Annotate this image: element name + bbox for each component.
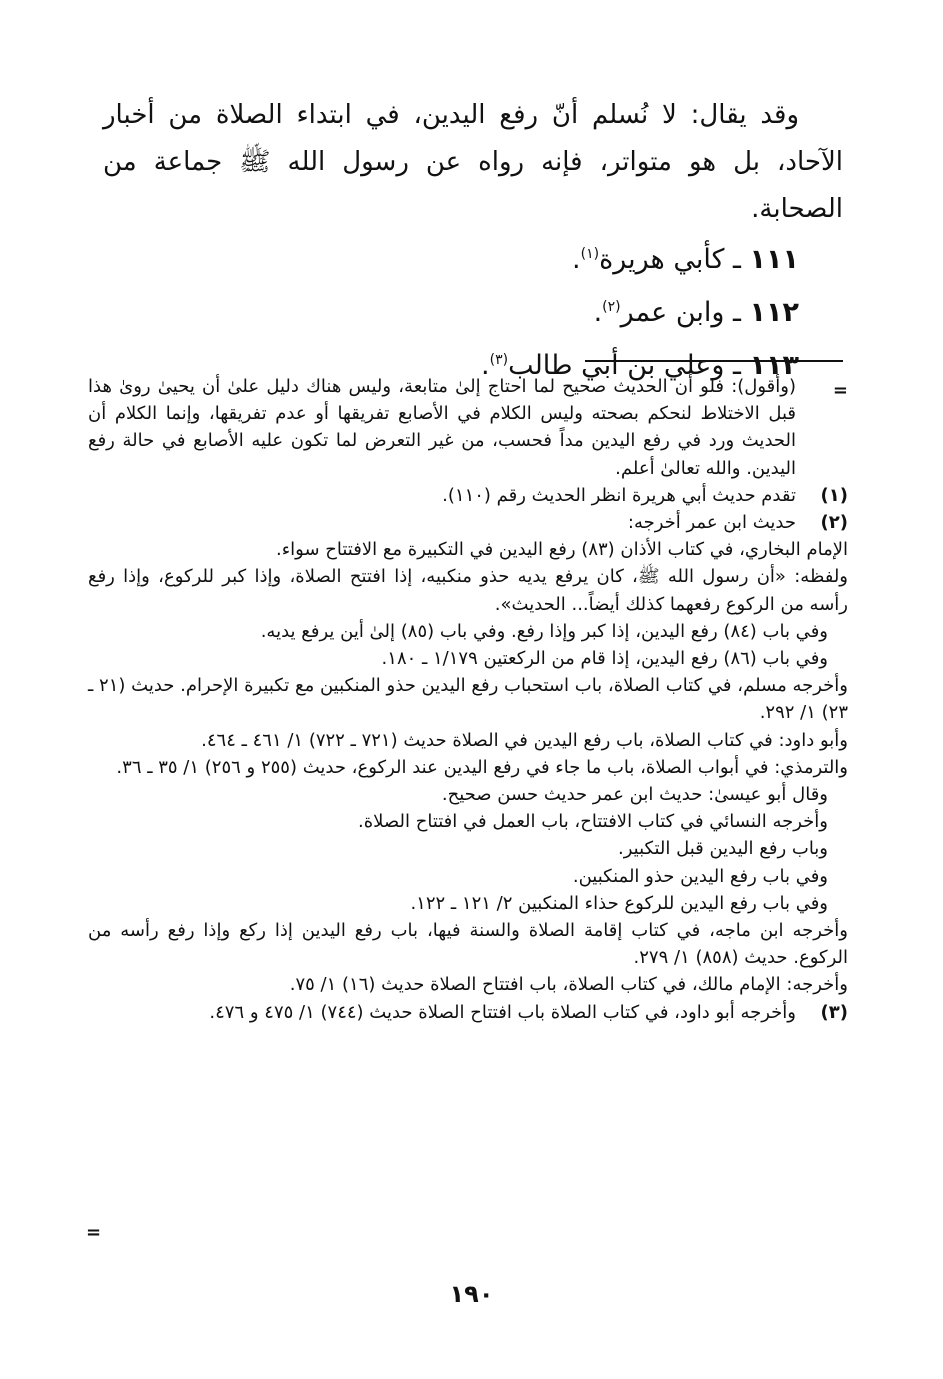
footnote-line: وقال أبو عيسىٰ: حديث ابن عمر حديث حسن صحيح. [441,784,828,806]
footnote-ref: (١) [580,246,600,262]
continued-from-previous-mark: = [832,380,848,401]
footnote-2-body [88,536,848,998]
footnote-mark: (٣) [820,1001,848,1023]
continued-on-next-mark: = [86,1222,102,1243]
main-paragraph [103,92,843,233]
main-text [103,92,843,392]
footnote-separator [585,360,843,362]
footnote-text [88,509,796,536]
list-item: ١١٣ ـ وعلي بن أبي طالب$^{(٣)}$. [481,350,799,381]
footnote-2 [88,509,848,536]
page-number: ١٩٠ [449,1280,494,1308]
footnote-line: وأخرجه ابن ماجه، في كتاب إقامة الصلاة والسنة فيها، باب رفع اليدين إذا ركع وإذا رفع رأسه من الركوع. حديث (٨٥٨) ١/ ٢٧٩. [88,920,848,969]
item-number: ١١٣ [749,350,799,381]
footnote-line: وفي باب (٨٦) رفع اليدين، إذا قام من الركعتين ١/١٧٩ ـ ١٨٠. [381,648,828,670]
list-item: ١١٢ ـ وابن عمر$^{(٢)}$. [593,297,799,328]
footnote-continued-text: (وأقول): فلو أن الحديث صحيح لما احتاج إلىٰ متابعة، وليس هناك دليل علىٰ أن يحيىٰ روىٰ هذا قبل الاختلاط لنحكم بصحته وليس الكلام في الأصابع تفريقها أو عدم تفريقها، وإنما الكلام أن الحديث ورد في رفع اليدين مداً فحسب، من غير التعرض لما تكون عليه الأصابع في حالة رفع اليدين. والله تعالىٰ أعلم. [88,376,796,479]
footnote-mark: (١) [820,484,848,506]
footnotes [88,373,848,1026]
footnote-text: وأخرجه أبو داود، في كتاب الصلاة باب افتتاح الصلاة حديث (٧٤٤) ١/ ٤٧٥ و ٤٧٦. [209,1001,796,1023]
footnote-line: حديث ابن عمر أخرجه: [627,512,796,534]
footnote-continued [88,373,848,482]
footnote-ref: (٣) [489,352,509,368]
footnote-line: والترمذي: في أبواب الصلاة، باب ما جاء في رفع اليدين عند الركوع، حديث (٢٥٥ و ٢٥٦) ١/ ٣٥ ـ ٣٦. [116,756,848,778]
footnote-ref: (٢) [602,299,621,315]
main-paragraph-text: وقد يقال: لا نُسلم أنّ رفع اليدين، في ابتداء الصلاة من أخبار الآحاد، بل هو متواتر، فإنه رواه عن رسول الله ﷺ جماعة من الصحابة. [103,100,843,224]
item-text: كأبي هريرة [599,244,725,275]
footnote-line: وأخرجه النسائي في كتاب الافتتاح، باب العمل في افتتاح الصلاة. [358,811,828,833]
footnote-line: وأبو داود: في كتاب الصلاة، باب رفع اليدين في الصلاة حديث (٧٢١ ـ ٧٢٢) ١/ ٤٦١ ـ ٤٦٤. [201,729,848,751]
item-number: ١١١ [749,244,799,275]
footnote-line: وأخرجه: الإمام مالك، في كتاب الصلاة، باب افتتاح الصلاة حديث (١٦) ١/ ٧٥. [289,974,848,996]
list-item: ١١١ ـ كأبي هريرة$^{(١)}$. [572,244,799,275]
footnote-3 [88,999,848,1026]
footnote-line: وباب رفع اليدين قبل التكبير. [617,838,828,860]
footnote-line: ولفظه: «أن رسول الله ﷺ، كان يرفع يديه حذو منكبيه، إذا افتتح الصلاة، وإذا كبر للركوع، وإذا رفع رأسه من الركوع رفعهما كذلك أيضاً... الحديث». [88,566,848,615]
footnote-text: تقدم حديث أبي هريرة انظر الحديث رقم (١١٠). [442,484,796,506]
item-text: وعلي بن أبي طالب [508,350,725,381]
item-text: وابن عمر [620,297,725,328]
footnote-mark: (٢) [820,512,848,534]
footnote-line: وفي باب رفع اليدين للركوع حذاء المنكبين ٢/ ١٢١ ـ ١٢٢. [410,892,828,914]
footnote-line: وفي باب (٨٤) رفع اليدين، إذا كبر وإذا رفع. وفي باب (٨٥) إلىٰ أين يرفع يديه. [260,620,828,642]
footnote-line: الإمام البخاري، في كتاب الأذان (٨٣) رفع اليدين في التكبيرة مع الافتتاح سواء. [275,539,848,561]
footnote-line: وفي باب رفع اليدين حذو المنكبين. [572,865,828,887]
item-number: ١١٢ [749,297,799,328]
footnote-1 [88,482,848,509]
footnote-line: وأخرجه مسلم، في كتاب الصلاة، باب استحباب رفع اليدين حذو المنكبين مع تكبيرة الإحرام. حديث (٢١ ـ ٢٣) ١/ ٢٩٢. [88,675,848,724]
